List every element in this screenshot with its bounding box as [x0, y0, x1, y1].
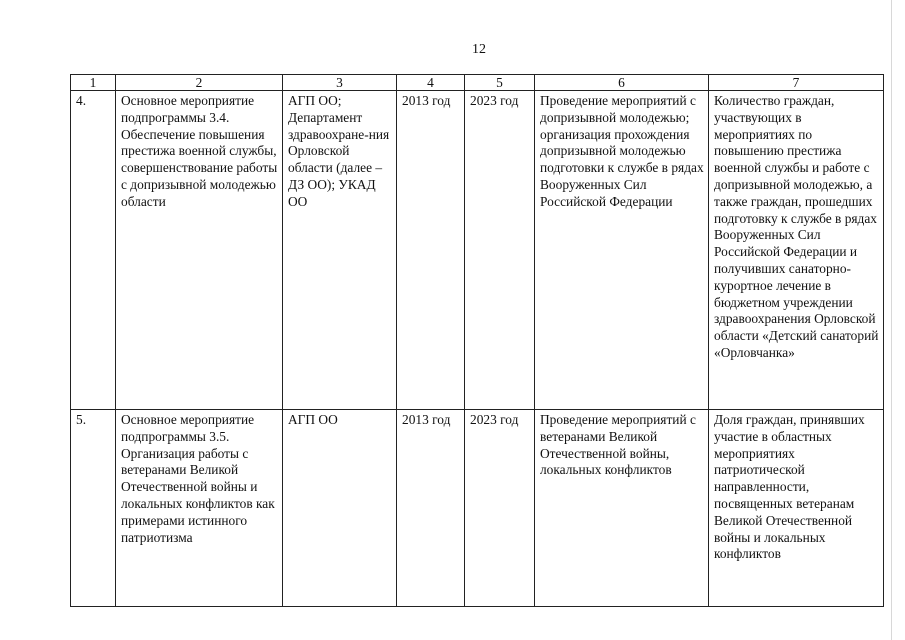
header-col-7: 7	[709, 75, 884, 91]
end-year: 2023 год	[465, 91, 535, 410]
header-col-6: 6	[535, 75, 709, 91]
header-col-5: 5	[465, 75, 535, 91]
page-number: 12	[472, 42, 486, 57]
executor: АГП ОО; Департамент здравоохране-ния Орловской области (далее – ДЗ ОО); УКАД ОО	[283, 91, 397, 410]
indicator: Количество граждан, участвующих в мероприятиях по повышению престижа военной службы и работе с допризывной молодежью, а также граждан, прошедших подготовку к службе в рядах Вооруженных Сил Российской Федерации и получивших санаторно-курортное лечение в бюджетном учреждении здравоохранения Орловской области «Детский санаторий «Орловчанка»	[709, 91, 884, 410]
table-header-row	[71, 75, 884, 91]
row-number: 4.	[71, 91, 116, 410]
table-row	[71, 91, 884, 410]
expected-result: Проведение мероприятий с допризывной молодежью; организация прохождения допризывной молодежью подготовки к службе в рядах Вооруженных Сил Российской Федерации	[535, 91, 709, 410]
executor: АГП ОО	[283, 410, 397, 607]
header-col-2: 2	[116, 75, 283, 91]
header-col-4: 4	[397, 75, 465, 91]
end-year: 2023 год	[465, 410, 535, 607]
row-number: 5.	[71, 410, 116, 607]
expected-result: Проведение мероприятий с ветеранами Великой Отечественной войны, локальных конфликтов	[535, 410, 709, 607]
header-col-1: 1	[71, 75, 116, 91]
start-year: 2013 год	[397, 410, 465, 607]
table-row	[71, 410, 884, 607]
event-name: Основное мероприятие подпрограммы 3.5. Организация работы с ветеранами Великой Отечественной войны и локальных конфликтов как примерами истинного патриотизма	[116, 410, 283, 607]
page-edge-rule	[891, 0, 892, 640]
program-activities-table	[70, 74, 884, 607]
start-year: 2013 год	[397, 91, 465, 410]
header-col-3: 3	[283, 75, 397, 91]
indicator: Доля граждан, принявших участие в областных мероприятиях патриотической направленности, посвященных ветеранам Великой Отечественной войны и локальных конфликтов	[709, 410, 884, 607]
event-name: Основное мероприятие подпрограммы 3.4. Обеспечение повышения престижа военной службы, совершенствование работы с допризывной молодежью области	[116, 91, 283, 410]
